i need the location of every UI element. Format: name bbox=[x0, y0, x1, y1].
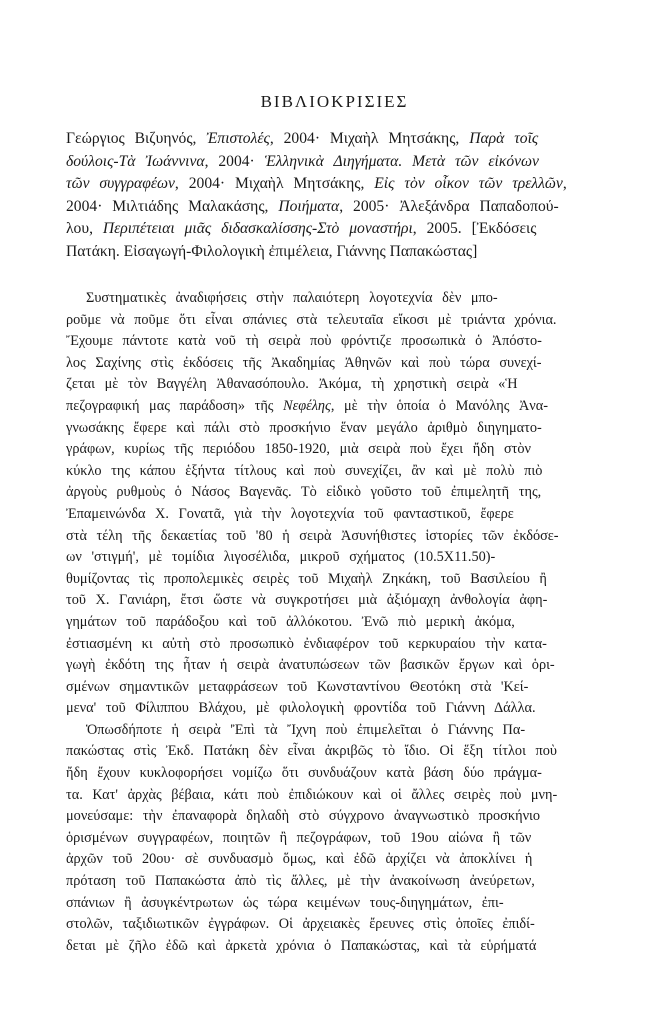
body-text-line: ἀργοὺς ρυθμοὺς ὁ Νάσος Βαγενᾶς. Τὸ εἰδικὸ γοῦστο τοῦ ἐπιμελητῆ της, bbox=[66, 484, 542, 501]
body-text-line: κύκλο της κάπου ἑξήντα τίτλους καὶ ποὺ συνεχίζει, ἂν καὶ μὲ πολὺ πιὸ bbox=[66, 462, 543, 479]
body-text-line: ων 'στιγμή', μὲ τομίδια λιγοσέλιδα, μικροῦ σχήματος (10.5X11.50)- bbox=[66, 549, 496, 566]
biblio-line: Γεώργιος Βιζυηνός, Ἐπιστολές, 2004· Μιχαὴλ Μητσάκης, Παρὰ τοῖς bbox=[66, 130, 539, 147]
body-text-line: γράφων, κυρίως τῆς περιόδου 1850-1920, μιὰ σειρὰ ποὺ ἔχει ἤδη στὸν bbox=[66, 441, 532, 458]
body-text-line: ροῦμε νὰ ποῦμε ὅτι εἶναι σπάνιες στὰ τελευταῖα εἴκοσι μὲ τριάντα χρόνια. bbox=[66, 311, 557, 328]
body-text-line: ὁρισμένων συγγραφέων, ποιητῶν ἢ πεζογράφων, τοῦ 19ου αἰώνα ἢ τῶν bbox=[66, 829, 532, 846]
body-text-line: Ἐπαμεινώνδα Χ. Γονατᾶ, γιὰ τὴν λογοτεχνία τοῦ φανταστικοῦ, ἔφερε bbox=[66, 505, 514, 522]
body-text-line: Ὁπωσδήποτε ἡ σειρὰ 'Ἐπὶ τὰ Ἴχνη ποὺ ἐπιμελεῖται ὁ Γιάννης Πα- bbox=[86, 721, 526, 738]
body-text-line: ζεται μὲ τὸν Βαγγέλη Ἀθανασόπουλο. Ἀκόμα, τὴ χρηστικὴ σειρὰ «Ἡ bbox=[66, 376, 518, 393]
body-text-line: τοῦ Χ. Γανιάρη, ἔτσι ὥστε νὰ συγκροτήσει μιὰ ἀξιόμαχη ἀνθολογία ἀφη- bbox=[66, 592, 548, 609]
body-text-line: στὰ τέλη τῆς δεκαετίας τοῦ '80 ἡ σειρὰ Ἀσυνήθιστες ἱστορίες τῶν ἐκδόσε- bbox=[66, 527, 559, 544]
body-text-line: μενα' τοῦ Φίλιππου Βλάχου, μὲ φιλολογικὴ φροντίδα τοῦ Γιάννη Δάλλα. bbox=[66, 700, 536, 717]
bibliographic-entry bbox=[66, 128, 602, 263]
body-text-line: πακώστας στὶς Ἐκδ. Πατάκη δὲν εἶναι ἀκριβῶς τὸ ἴδιο. Οἱ ἕξη τίτλοι ποὺ bbox=[66, 743, 557, 760]
body-text-line: λος Σαχίνης στὶς ἐκδόσεις τῆς Ἀκαδημίας Ἀθηνῶν καὶ ποὺ τώρα συνεχί- bbox=[66, 354, 542, 371]
biblio-line: λου, Περιπέτειαι μιᾶς διδασκαλίσσης-Στὸ μοναστήρι, 2005. [Ἐκδόσεις bbox=[66, 220, 537, 237]
body-text-line: γνωσάκης ἔφερε καὶ πάλι στὸ προσκήνιο ἕναν μεγάλο ἀριθμὸ διηγηματο- bbox=[66, 419, 542, 436]
body-text-line: σπάνιων ἢ ἀσυγκέντρωτων ὡς τώρα κειμένων τους-διηγημάτων, ἐπι- bbox=[66, 894, 504, 911]
body-text-line: ἤδη ἔχουν κυκλοφορήσει νομίζω ὅτι συνδυάζουν κατὰ βάση δύο πράγμα- bbox=[66, 765, 542, 782]
body-text-line: Συστηματικὲς ἀναδιφήσεις στὴν παλαιότερη λογοτεχνία δὲν μπο- bbox=[86, 290, 498, 306]
body-text-line: Ἔχουμε πάντοτε κατὰ νοῦ τὴ σειρὰ ποὺ φρόντιζε προσωπικὰ ὁ Ἀπόστο- bbox=[66, 333, 542, 350]
review-body-text bbox=[66, 288, 602, 957]
body-text-line: πεζογραφική μας παράδοση» τῆς Νεφέλης, μὲ τὴν ὁποία ὁ Μανόλης Ἀνα- bbox=[66, 397, 549, 414]
body-text-line: γημάτων τοῦ παράδοξου καὶ τοῦ ἀλλόκοτου. Ἐνῶ πιὸ μερικὴ ἀκόμα, bbox=[66, 613, 515, 630]
biblio-line: Πατάκη. Εἰσαγωγή-Φιλολογικὴ ἐπιμέλεια, Γιάννης Παπακώστας] bbox=[66, 242, 478, 260]
body-text-line: δεται μὲ ζῆλο ἐδῶ καὶ ἀρκετὰ χρόνια ὁ Παπακώστας, καὶ τὰ εὑρήματά bbox=[66, 937, 537, 954]
body-text-line: γωγὴ ἐκδότη της ἦταν ἡ σειρὰ ἀνατυπώσεων τῶν βασικῶν ἔργων καὶ ὁρι- bbox=[66, 657, 555, 674]
body-text-line: στολῶν, ταξιδιωτικῶν ἐγγράφων. Οἱ ἀρχειακὲς ἔρευνες στὶς ὁποῖες ἐπιδί- bbox=[66, 916, 535, 933]
body-text-line: σμένων σημαντικῶν μεταφράσεων τοῦ Κωνσταντίνου Θεοτόκη στὰ 'Κεί- bbox=[66, 678, 529, 695]
section-heading: ΒΙΒΛΙΟΚΡΙΣΙΕΣ bbox=[260, 92, 409, 111]
body-text-line: ἐστιασμένη κι αὐτὴ στὸ προσωπικὸ ἐνδιαφέρον τοῦ κερκυραίου τὴν κατα- bbox=[66, 635, 547, 652]
body-text-line: τα. Κατ' ἀρχὰς βέβαια, κάτι ποὺ ἐπιδιώκουν καὶ οἱ ἄλλες σειρὲς ποὺ μνη- bbox=[66, 786, 558, 803]
body-text-line: ἀρχῶν τοῦ 20ου· σὲ συνδυασμὸ ὅμως, καὶ ἐδῶ ἀρχίζει νὰ ἀποκλίνει ἡ bbox=[66, 851, 533, 868]
body-text-line: μονεύσαμε: τὴν ἐπαναφορὰ δηλαδὴ στὸ σύγχρονο ἀναγνωστικὸ προσκήνιο bbox=[66, 808, 541, 825]
biblio-line: τῶν συγγραφέων, 2004· Μιχαὴλ Μητσάκης, Εἰς τὸν οἶκον τῶν τρελλῶν, bbox=[66, 175, 567, 192]
biblio-line: 2004· Μιλτιάδης Μαλακάσης, Ποιήματα, 2005· Ἀλεξάνδρα Παπαδοπού- bbox=[66, 197, 559, 215]
body-text-line: πρόταση τοῦ Παπακώστα ἀπὸ τὶς ἄλλες, μὲ τὴν ἀνακοίνωση ἀνεύρετων, bbox=[66, 873, 535, 890]
biblio-line: δούλοις-Τὰ Ἰωάννινα, 2004· Ἑλληνικὰ Διηγήματα. Μετὰ τῶν εἰκόνων bbox=[66, 152, 539, 170]
body-text-line: θυμίζοντας τὶς προπολεμικὲς σειρὲς τοῦ Μιχαὴλ Ζηκάκη, τοῦ Βασιλείου ἢ bbox=[66, 570, 547, 587]
